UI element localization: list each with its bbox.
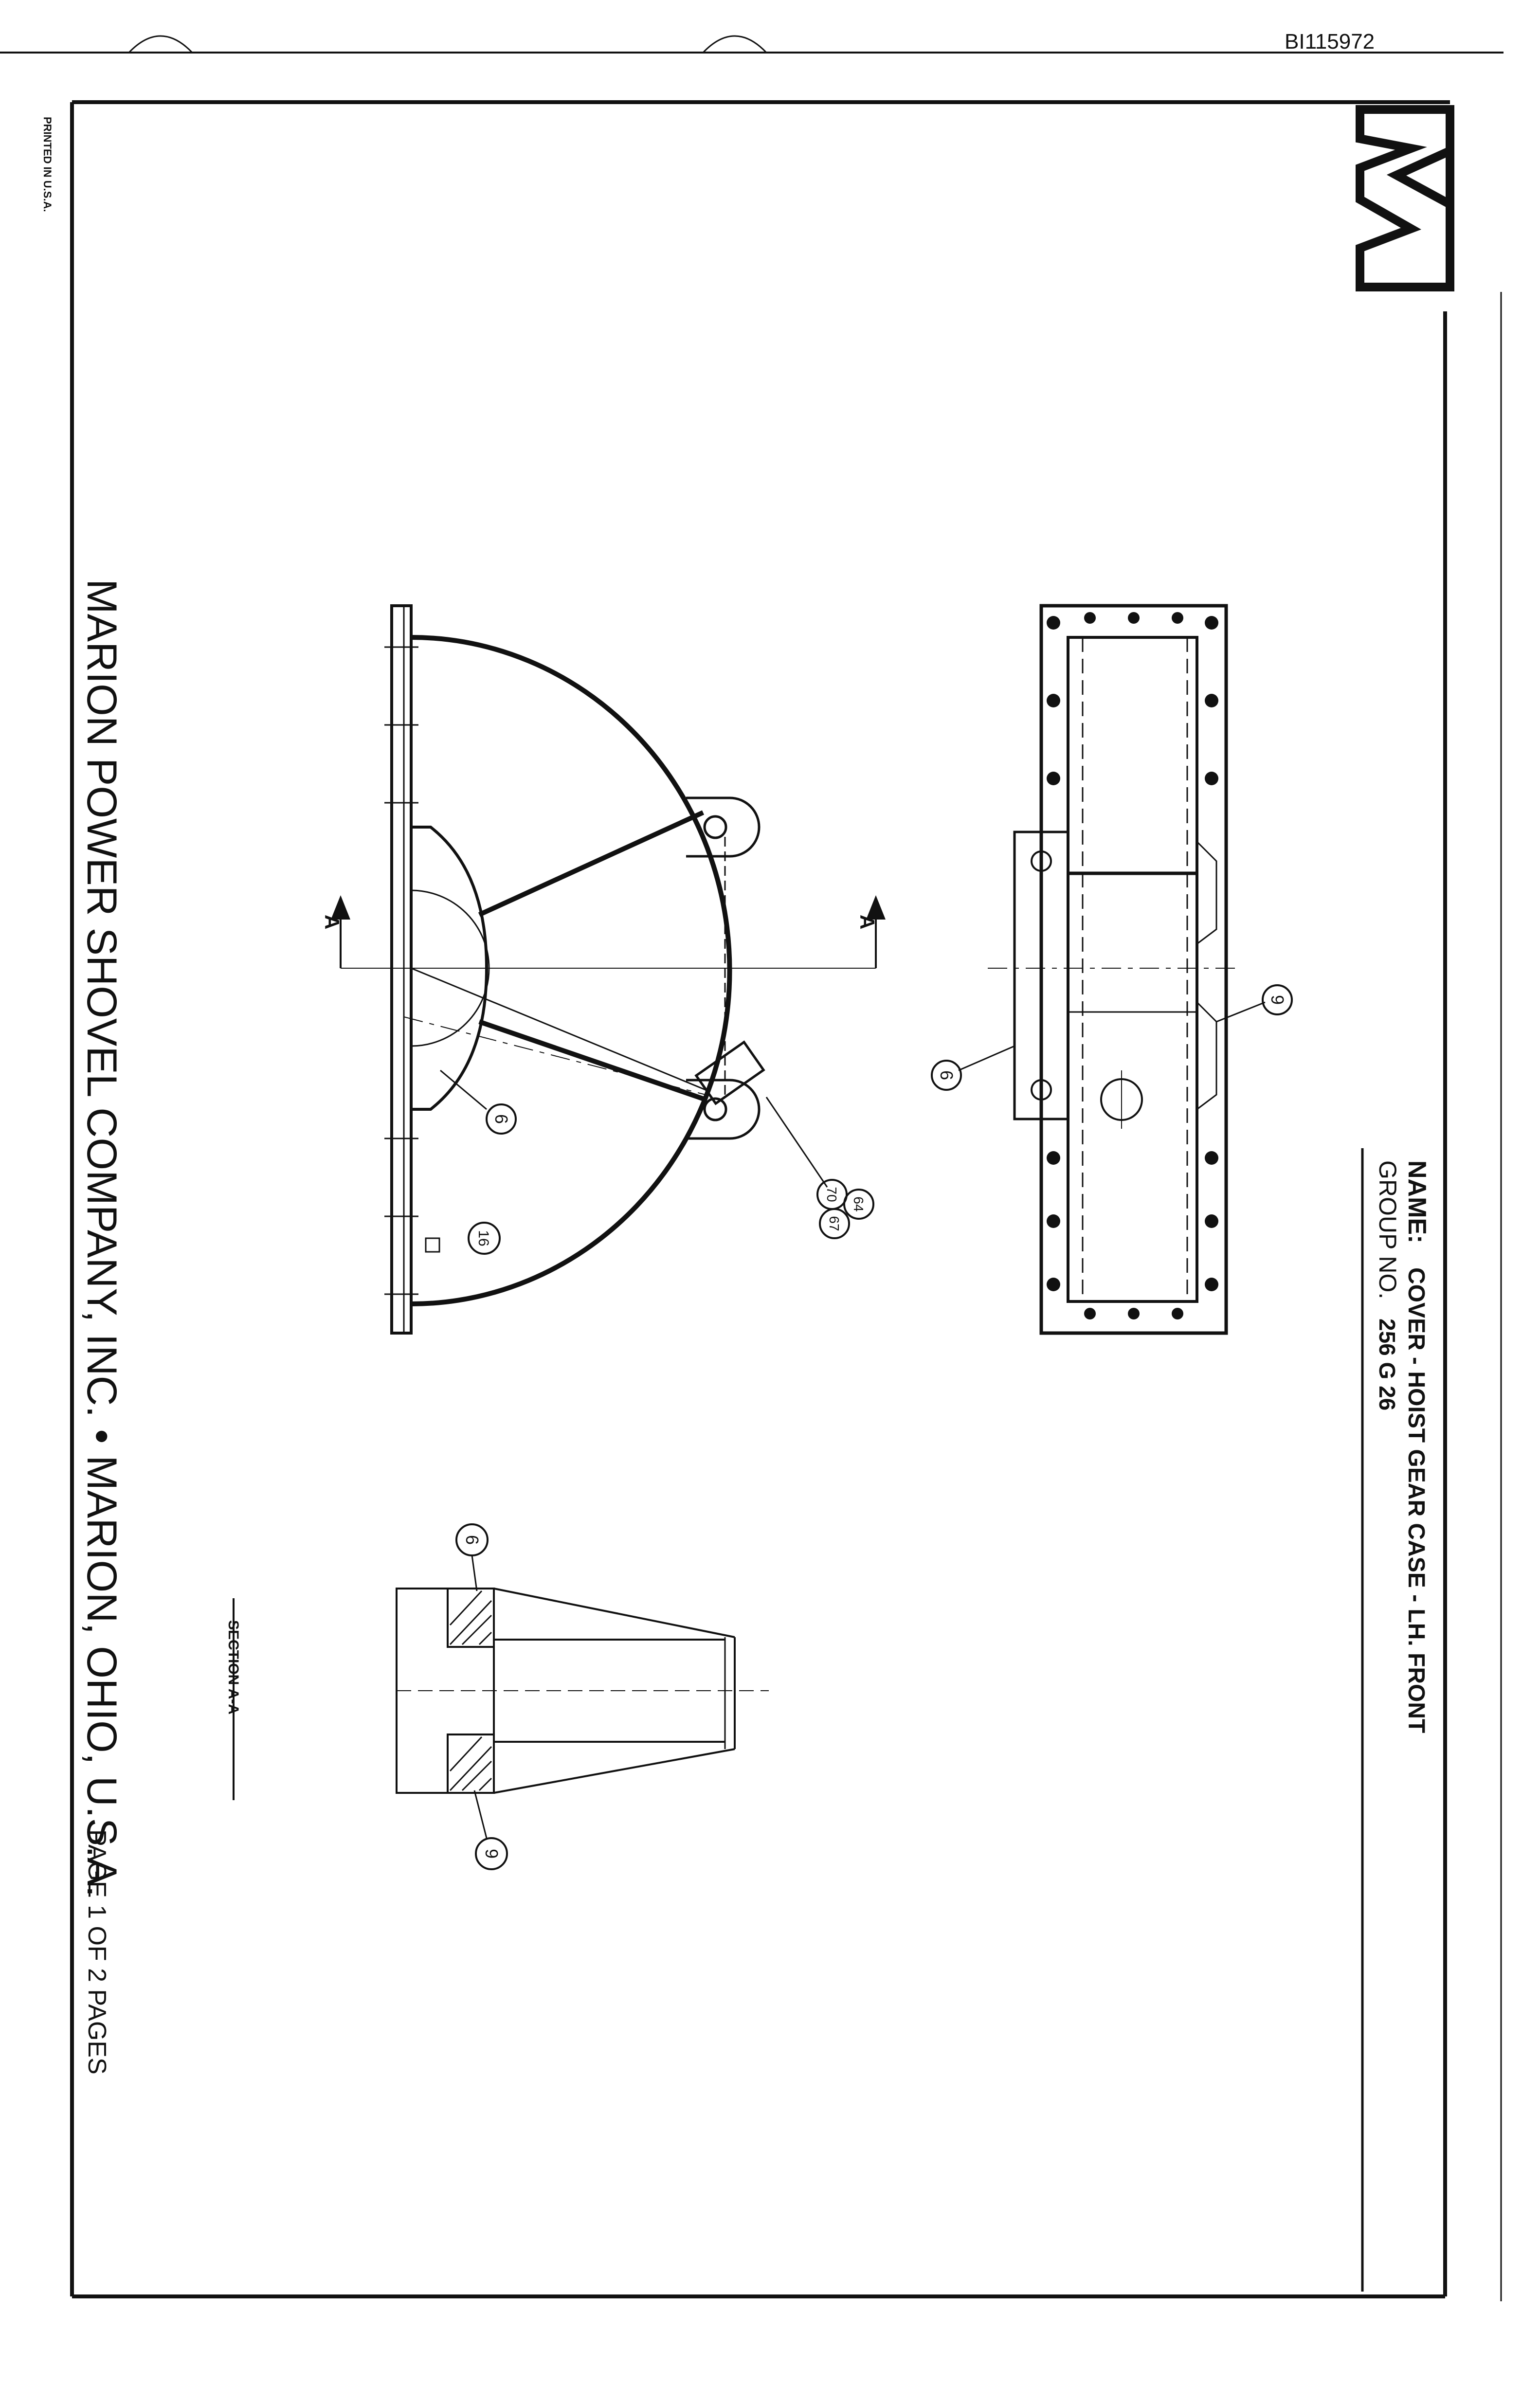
section-marker-left: A <box>321 915 344 930</box>
elevation-view <box>321 606 886 1333</box>
flange-bolts <box>384 647 418 1294</box>
callout-6-elevation-label: 6 <box>491 1114 511 1124</box>
callout-9-plan-label: 9 <box>1268 994 1287 1005</box>
plan-view <box>932 606 1292 1333</box>
drawing-border <box>72 102 1501 2301</box>
section-view <box>225 1524 769 1869</box>
callout-67-label: 67 <box>827 1216 842 1231</box>
plan-bolt-holes <box>1047 612 1218 1319</box>
document-id: BI115972 <box>1285 30 1375 54</box>
page-line: PAGE 1 OF 2 PAGES <box>83 1829 111 2075</box>
callout-64-label: 64 <box>851 1196 866 1212</box>
company-line: MARION POWER SHOVEL COMPANY, INC. • MARION, OHIO, U.S.A. <box>78 579 125 1897</box>
name-label: NAME: <box>1403 1160 1431 1244</box>
section-label: SECTION A-A <box>225 1620 241 1715</box>
title-block <box>1362 1148 1431 2292</box>
callout-70-label: 70 <box>824 1187 839 1202</box>
group-value: 256 G 26 <box>1375 1318 1400 1411</box>
callout-9-section-label: 9 <box>482 1848 502 1859</box>
section-marker-right: A <box>856 915 879 930</box>
printed-note: PRINTED IN U.S.A. <box>41 117 54 212</box>
name-value: COVER - HOIST GEAR CASE - LH. FRONT <box>1403 1267 1429 1734</box>
sheet-top-edge <box>0 36 1504 53</box>
marion-logo <box>1360 109 1450 287</box>
callout-6-section-label: 6 <box>462 1535 482 1545</box>
callout-6-plan-label: 6 <box>937 1070 957 1081</box>
callout-16-label: 16 <box>475 1230 491 1246</box>
group-label: GROUP NO. <box>1374 1160 1401 1300</box>
